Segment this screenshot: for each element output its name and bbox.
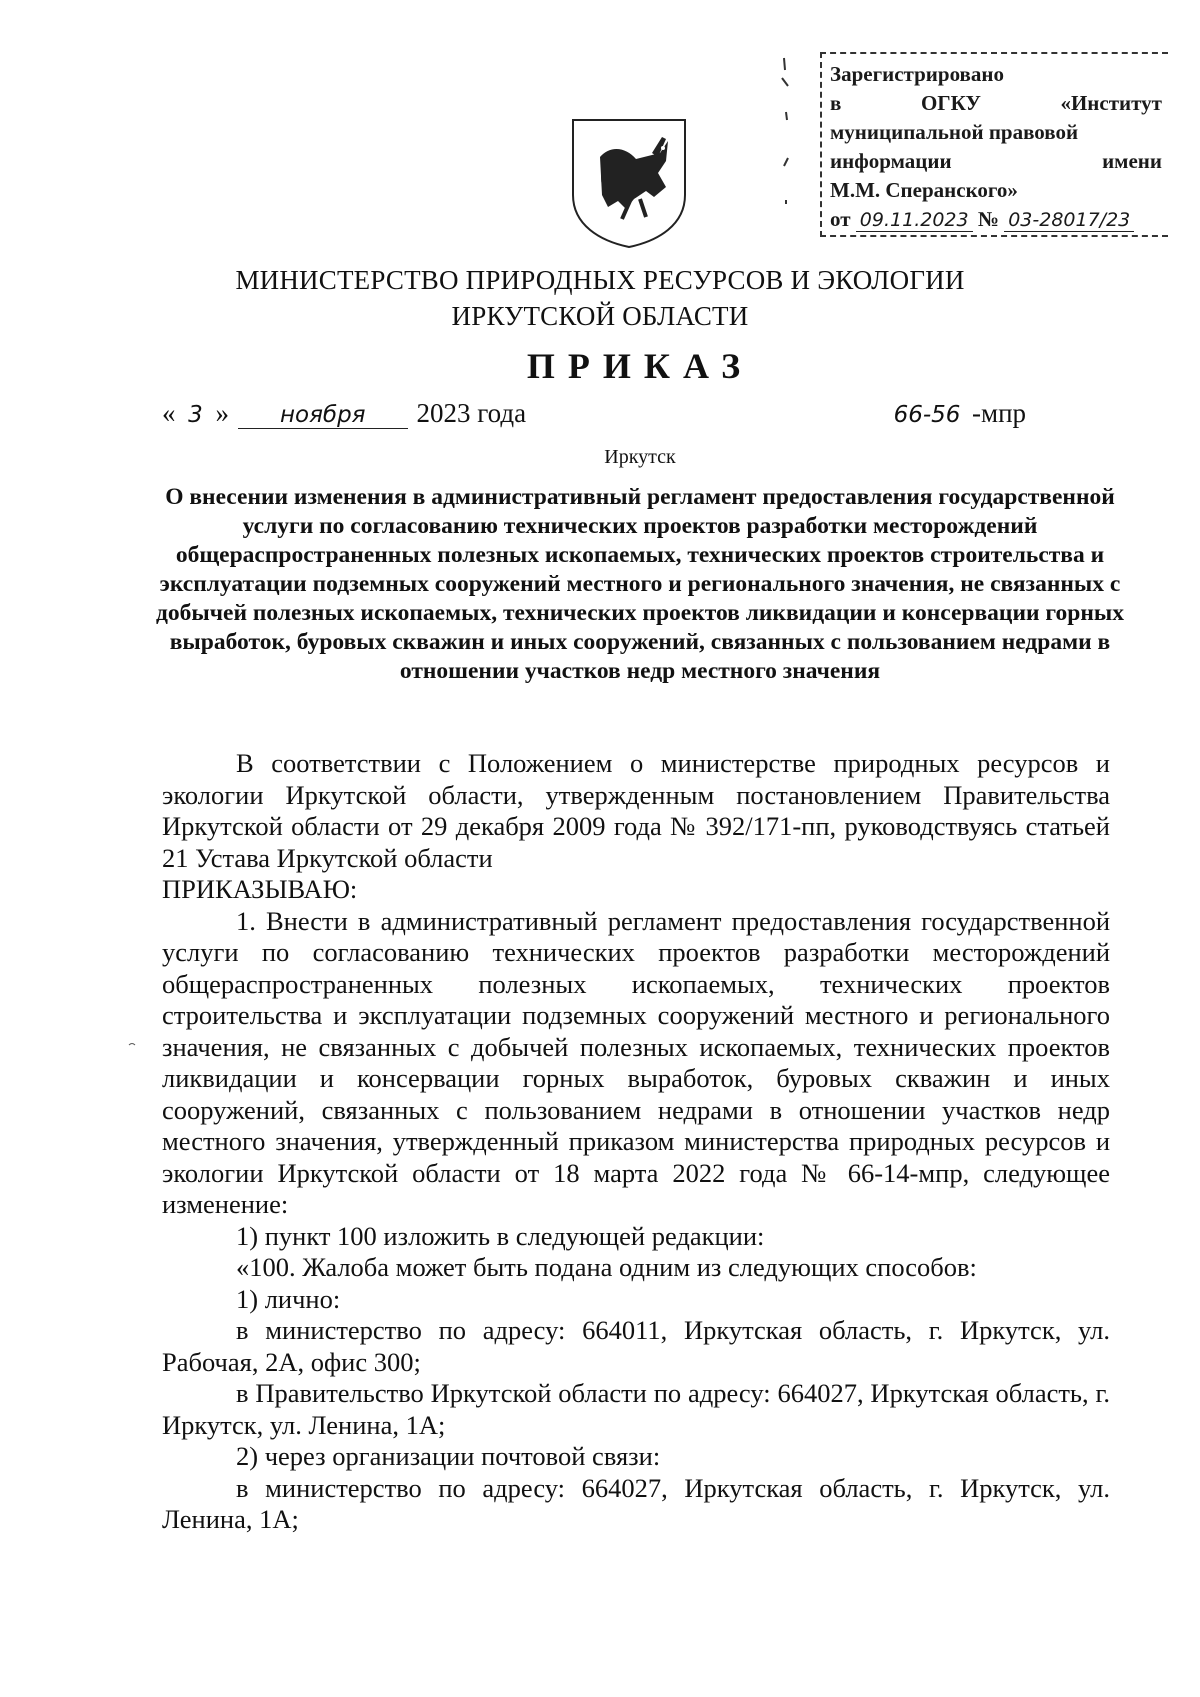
order-year: 2023 года (416, 398, 527, 428)
order-city: Иркутск (604, 446, 676, 468)
order-number: 66-56 -мпр (882, 398, 1026, 429)
preamble-paragraph: В соответствии с Положением о министерстве природных ресурсов и экологии Иркутской области, утвержденным постановлением Правительства Иркутской области от 29 декабря 2009 года № 392/171-пп, руководствуясь статьей 21 Устава Иркутской области (162, 748, 1110, 873)
stamp-line-3: муниципальной правовой (830, 120, 1079, 144)
ministry-line-2: ИРКУТСКОЙ ОБЛАСТИ (451, 301, 749, 331)
order-date: « 3 » ноября 2023 года (162, 398, 527, 428)
stamp-line-2: в ОГКУ «Институт (830, 91, 1162, 115)
way-1-government-address: в Правительство Иркутской области по адресу: 664027, Иркутская область, г. Иркутск, ул. Ленина, 1А; (162, 1378, 1110, 1440)
ministry-name (0, 262, 1200, 334)
stamp-line-4: информации имени (830, 149, 1162, 173)
order-body (162, 748, 1110, 1536)
way-1-heading: 1) лично: (236, 1283, 341, 1314)
document-type-title: ПРИКАЗ (526, 346, 754, 386)
ministry-line-1: МИНИСТЕРСТВО ПРИРОДНЫХ РЕСУРСОВ И ЭКОЛОГИИ (235, 265, 965, 295)
coat-of-arms-icon (570, 117, 688, 249)
point-100-paragraph: «100. Жалоба может быть подана одним из следующих способов: (236, 1252, 977, 1282)
stamp-date: 09.11.2023 (856, 209, 973, 232)
registration-stamp (820, 52, 1168, 237)
stamp-line-5: М.М. Сперанского» (830, 178, 1018, 202)
order-subject: О внесении изменения в административный регламент предоставления государственной услуги по согласованию технических проектов разработки месторождений общераспространенных полезных ископаемых, технических проектов строительства и эксплуатации подземных сооружений местного и регионального значения, не связанных с добычей полезных ископаемых, технических проектов ликвидации и консервации горных выработок, буровых скважин и иных сооружений, связанных с пользованием недрами в отношении участков недр местного значения (156, 484, 1124, 684)
stamp-number: 03-28017/23 (1004, 209, 1134, 232)
order-month: ноября (238, 402, 408, 429)
scan-mark (128, 1042, 136, 1048)
order-day: 3 (188, 402, 203, 428)
order-word: ПРИКАЗЫВАЮ: (162, 874, 358, 904)
way-2-heading: 2) через организации почтовой связи: (236, 1441, 661, 1471)
item-1-paragraph: 1. Внести в административный регламент предоставления государственной услуги по согласованию технических проектов разработки месторождений общераспространенных полезных ископаемых, технических проектов строительства и эксплуатации подземных сооружений местного и регионального значения, не связанных с добычей полезных ископаемых, технических проектов ликвидации и консервации горных выработок, буровых скважин и иных сооружений, связанных с пользованием недрами в отношении участков недр местного значения, утвержденный приказом министерства природных ресурсов и экологии Иркутской области от 18 марта 2022 года № 66-14-мпр, следующее изменение: (162, 905, 1110, 1219)
subitem-1-paragraph: 1) пункт 100 изложить в следующей редакции: (236, 1220, 765, 1251)
stamp-line-1: Зарегистрировано (830, 62, 1004, 86)
order-number-value: 66-56 (893, 402, 961, 428)
order-dateline (162, 398, 1027, 438)
margin-ticks (776, 56, 796, 206)
way-1-ministry-address: в министерство по адресу: 664011, Иркутская область, г. Иркутск, ул. Рабочая, 2А, офис 300; (162, 1315, 1110, 1377)
way-2-ministry-address: в министерство по адресу: 664027, Иркутская область, г. Иркутск, ул. Ленина, 1А; (162, 1472, 1110, 1534)
stamp-registration-line: от 09.11.2023 № 03-28017/23 (830, 205, 1162, 235)
